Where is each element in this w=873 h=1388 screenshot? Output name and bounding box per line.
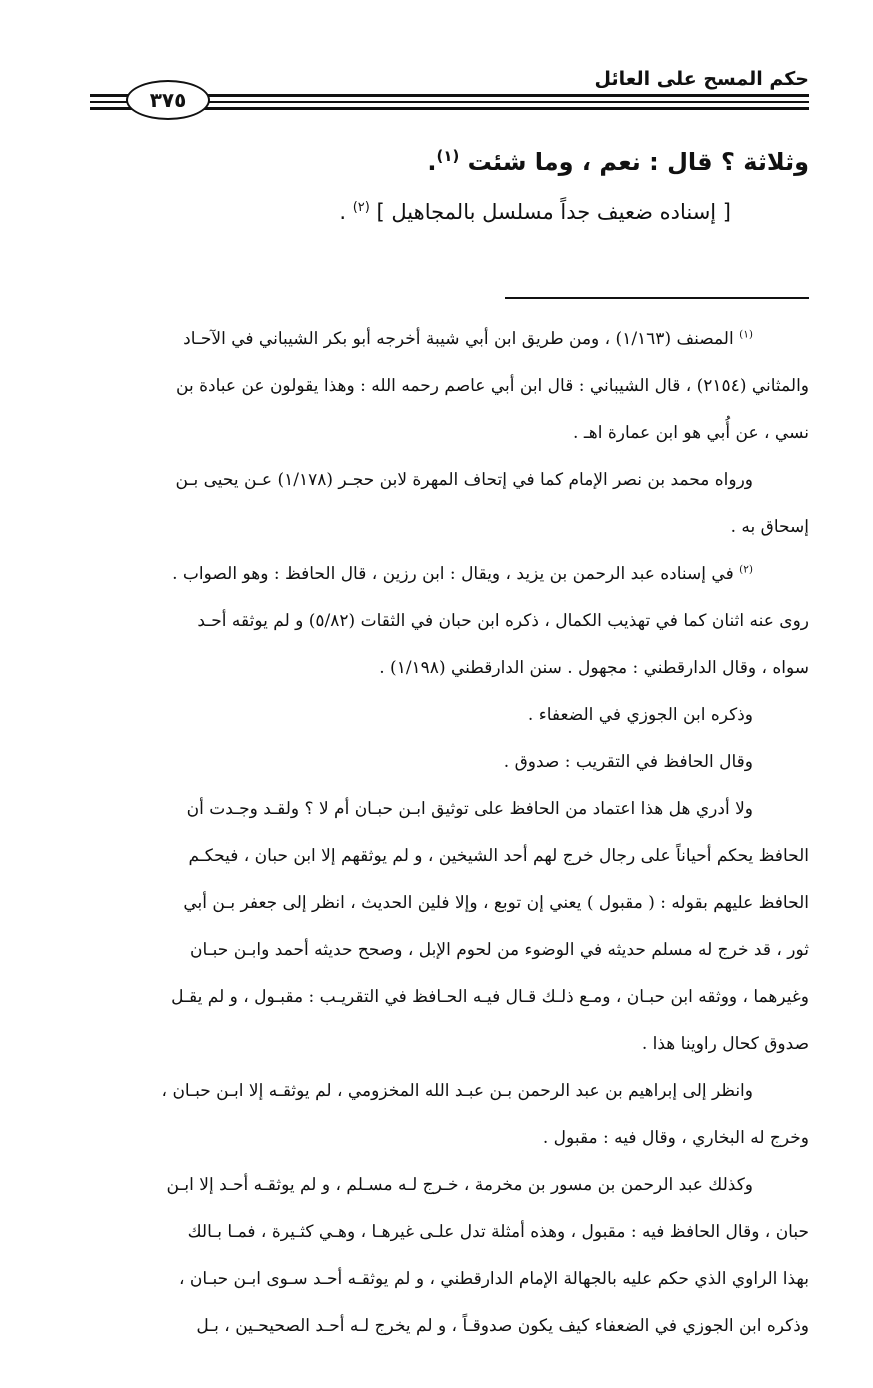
main-text-line	[131, 190, 731, 234]
footnote-ref: (٢)	[352, 200, 370, 215]
footnote-text: وخرج له البخاري ، وقال فيه : مقبول .	[542, 1128, 809, 1148]
footnote-text: وكذلك عبد الرحمن بن مسور بن مخرمة ، خـرج لـه مسـلم ، و لم يوثقـه أحـد إلا ابـن	[166, 1175, 753, 1195]
footnote-text: وانظر إلى إبراهيم بن عبد الرحمن بـن عبـد الله المخزومي ، لم يوثقـه إلا ابـن حبـان ،	[161, 1081, 753, 1101]
main-text: [ إسناده ضعيف جداً مسلسل بالمجاهيل ]	[376, 200, 731, 224]
footnote-text: الحافظ يحكم أحياناً على رجال خرج لهم أحد الشيخين ، و لم يوثقهم إلا ابن حبان ، فيحكـم	[188, 846, 809, 866]
footnote-text: وقال الحافظ في التقريب : صدوق .	[503, 752, 753, 772]
footnote-text: صدوق كحال راوينا هذا .	[641, 1034, 809, 1054]
footnote-line	[55, 739, 809, 786]
footnote-text: الحافظ عليهم بقوله : ( مقبول ) يعني إن توبع ، وإلا فلين الحديث ، انظر إلى جعفر بـن أبي	[183, 893, 809, 913]
footnote-text: في إسناده عبد الرحمن بن يزيد ، ويقال : ابن رزين ، قال الحافظ : وهو الصواب .	[172, 564, 734, 584]
page-number: ٣٧٥	[126, 80, 210, 120]
footnote-line	[55, 1256, 809, 1303]
footnote-number: (٢)	[739, 563, 753, 576]
footnote-text: نسي ، عن أُبي هو ابن عمارة اهـ .	[573, 423, 809, 443]
footnote-text: المصنف (١/١٦٣) ، ومن طريق ابن أبي شيبة أخرجه أبو بكر الشيباني في الآحـاد	[183, 329, 734, 349]
footnote-text: سواه ، وقال الدارقطني : مجهول . سنن الدارقطني (١/١٩٨) .	[379, 658, 809, 678]
footnote-line	[55, 880, 809, 927]
footnote-line	[55, 598, 809, 645]
footnote-line	[55, 974, 809, 1021]
footnote-separator	[505, 297, 809, 299]
footnote-line	[55, 786, 809, 833]
footnote-line	[55, 457, 809, 504]
footnote-ref: (١)	[436, 147, 460, 165]
main-text: وثلاثة ؟ قال : نعم ، وما شئت	[467, 148, 809, 176]
footnote-line	[55, 410, 809, 457]
footnote-text: وذكره ابن الجوزي في الضعفاء كيف يكون صدوقـاً ، و لم يخرج لـه أحـد الصحيحـين ، بـل	[196, 1316, 809, 1336]
footnote-text: بهذا الراوي الذي حكم عليه بالجهالة الإمام الدارقطني ، و لم يوثقـه أحـد سـوى ابـن حبـان ،	[178, 1269, 809, 1289]
punctuation: .	[339, 200, 346, 224]
punctuation: .	[427, 148, 437, 176]
footnote-line	[55, 1021, 809, 1068]
footnote-line	[55, 551, 809, 598]
footnote-text: حبان ، وقال الحافظ فيه : مقبول ، وهذه أمثلة تدل علـى غيرهـا ، وهـي كثـيرة ، فمـا بـالك	[187, 1222, 809, 1242]
footnote-line	[55, 504, 809, 551]
footnote-line	[55, 1209, 809, 1256]
footnote-text: وذكره ابن الجوزي في الضعفاء .	[527, 705, 753, 725]
footnote-text: ثور ، قد خرج له مسلم حديثه في الوضوء من لحوم الإبل ، وصحح حديثه أحمد وابـن حبـان	[190, 940, 809, 960]
footnote-text: إسحاق به .	[730, 517, 809, 537]
footnote-line	[55, 927, 809, 974]
footnote-text: روى عنه اثنان كما في تهذيب الكمال ، ذكره ابن حبان في الثقات (٥/٨٢) و لم يوثقه أحـد	[197, 611, 809, 631]
footnote-line	[55, 316, 809, 363]
footnote-line	[55, 692, 809, 739]
footnote-line	[55, 363, 809, 410]
footnote-text: وغيرهما ، ووثقه ابن حبـان ، ومـع ذلـك قـال فيـه الحـافظ في التقريـب : مقبـول ، و لم يقـل	[171, 987, 809, 1007]
running-title: حكم المسح على العائل	[594, 68, 809, 90]
footnote-line	[55, 1068, 809, 1115]
footnote-line	[55, 645, 809, 692]
footnotes	[55, 316, 809, 1350]
footnote-line	[55, 1162, 809, 1209]
footnote-line	[55, 833, 809, 880]
footnote-text: والمثاني (٢١٥٤) ، قال الشيباني : قال ابن أبي عاصم رحمه الله : وهذا يقولون عن عبادة بن	[176, 376, 809, 396]
footnote-text: ورواه محمد بن نصر الإمام كما في إتحاف المهرة لابن حجـر (١/١٧٨) عـن يحيى بـن	[175, 470, 753, 490]
main-text-line	[89, 140, 809, 184]
footnote-line	[55, 1303, 809, 1350]
footnote-text: ولا أدري هل هذا اعتماد من الحافظ على توثيق ابـن حبـان أم لا ؟ ولقـد وجـدت أن	[186, 799, 753, 819]
footnote-number: (١)	[739, 328, 753, 341]
footnote-line	[55, 1115, 809, 1162]
